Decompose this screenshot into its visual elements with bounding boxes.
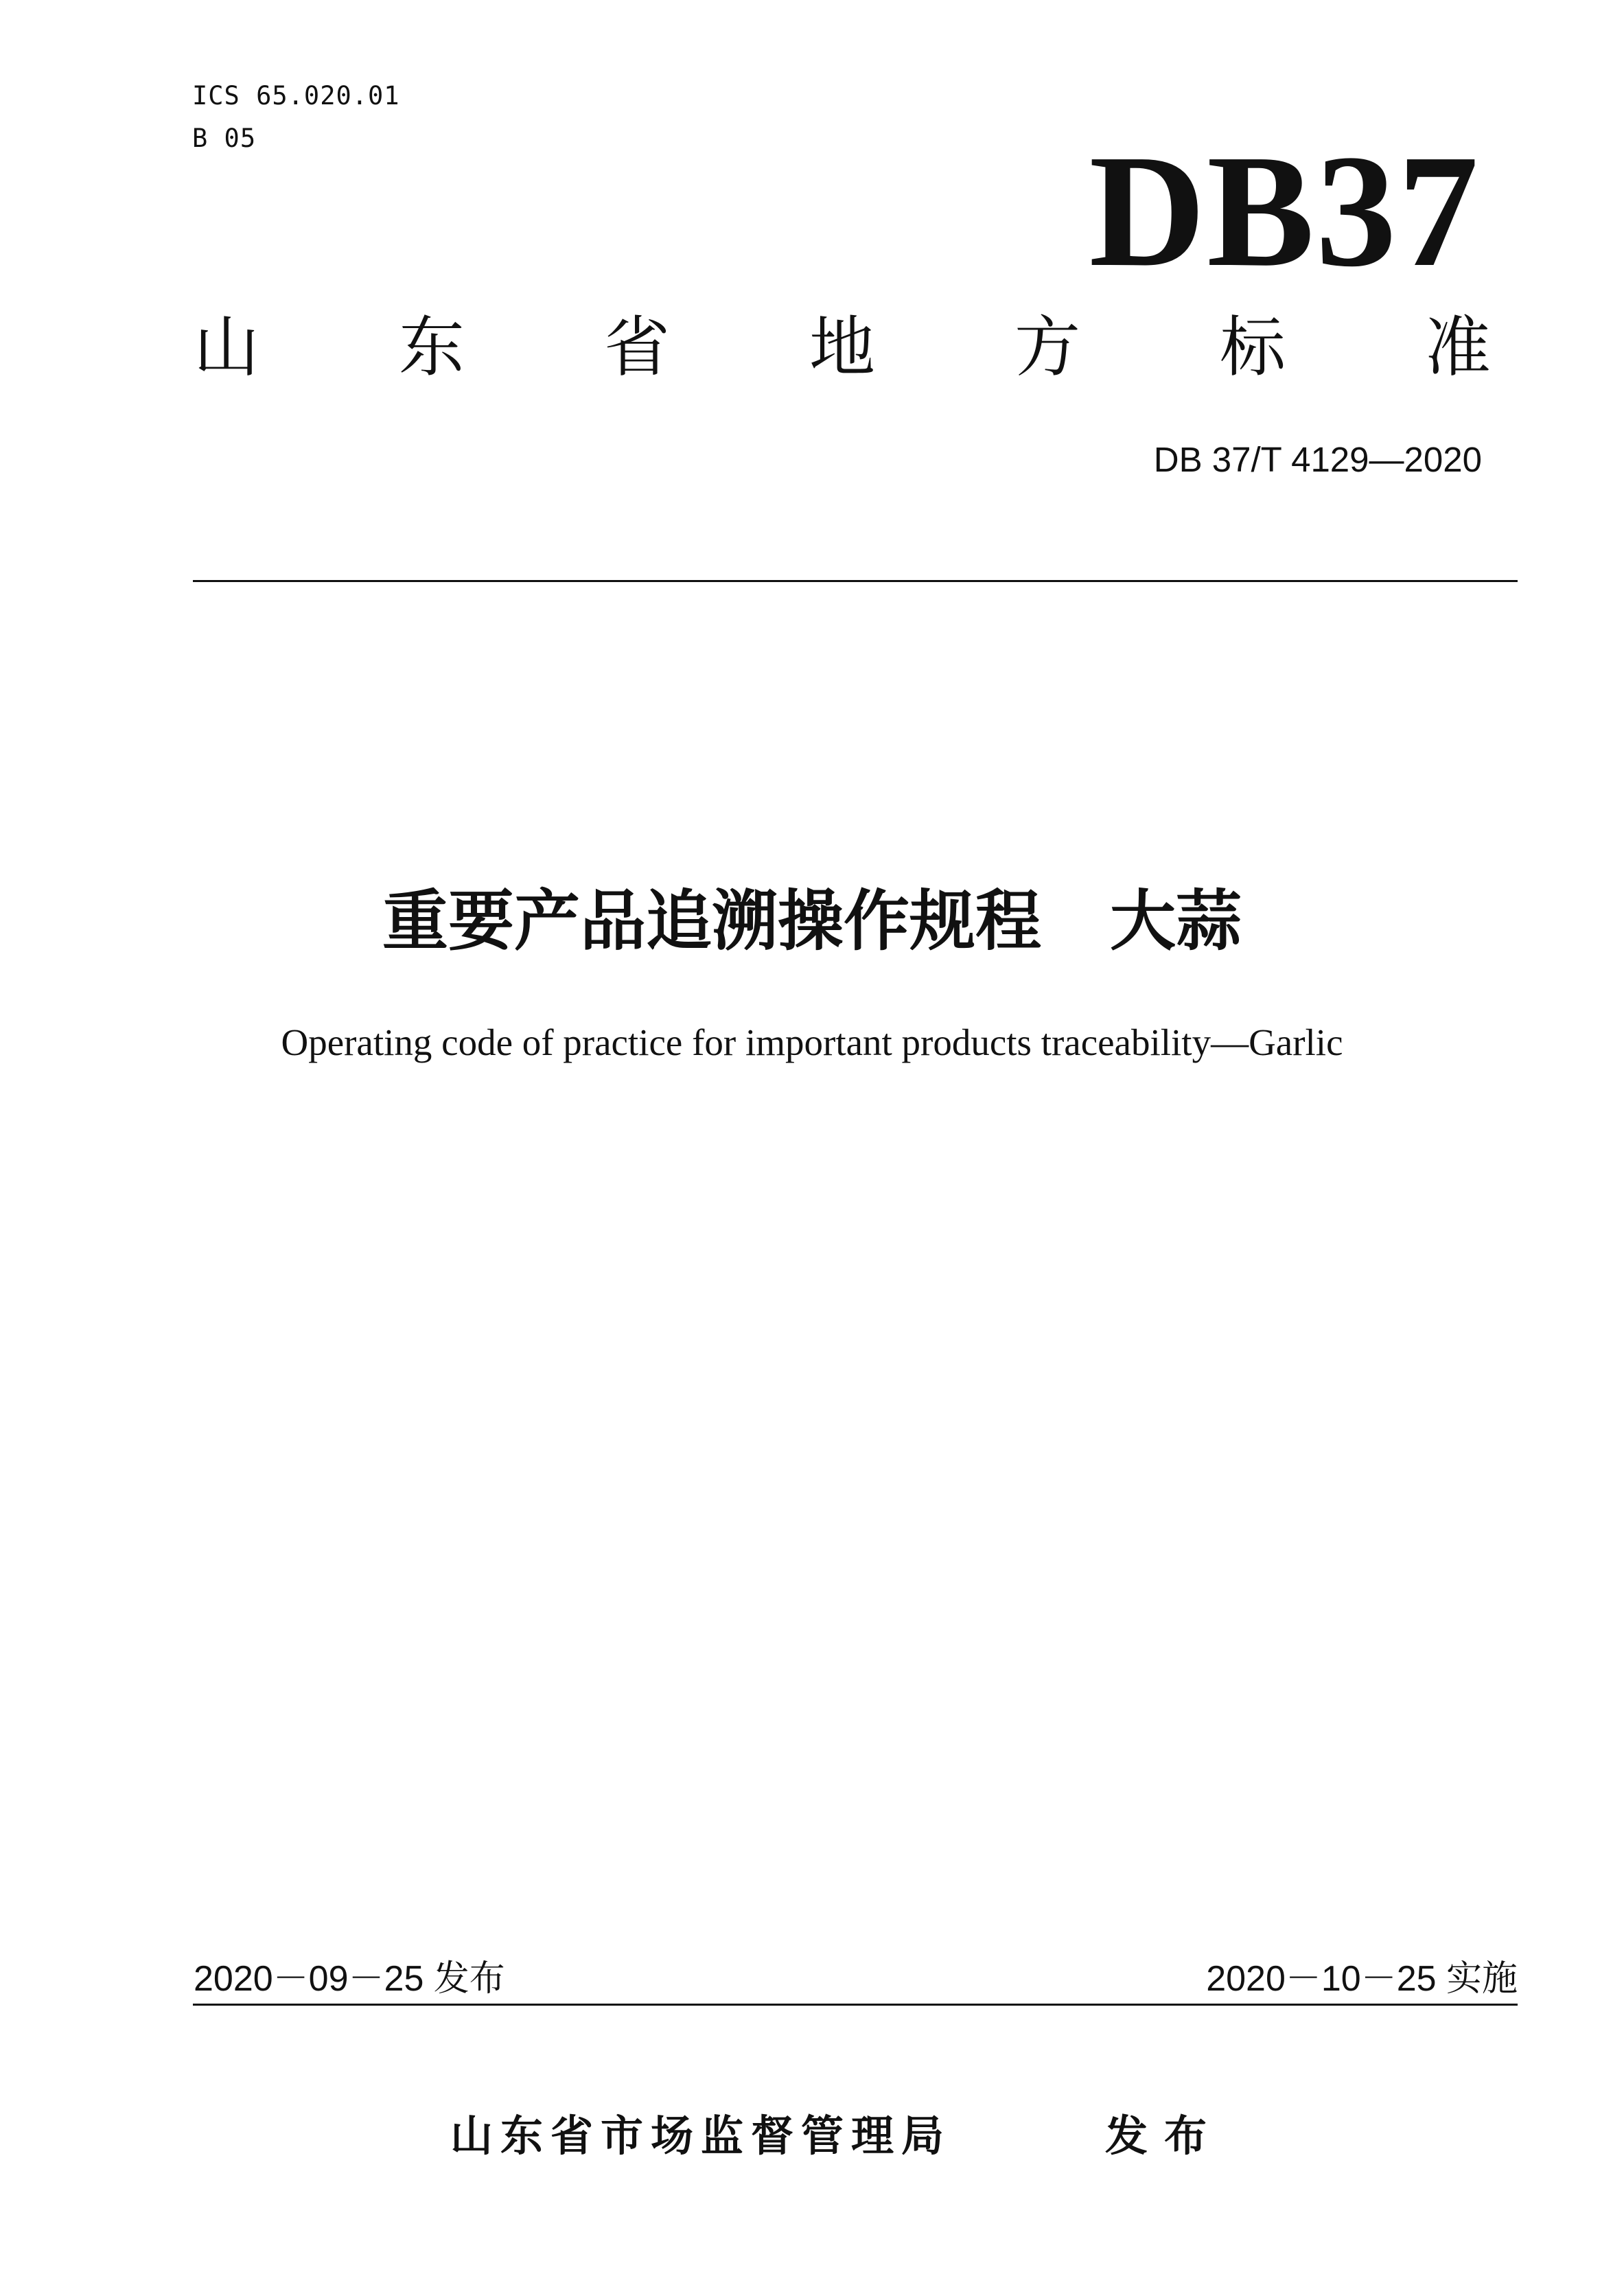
ccs-code: B 05 [192, 124, 257, 153]
standard-type-char: 标 [1220, 309, 1286, 386]
standard-number: DB 37/T 4129—2020 [1153, 440, 1482, 479]
standard-type-heading [194, 309, 1491, 386]
top-divider [193, 580, 1518, 582]
standard-type-char: 东 [399, 309, 465, 386]
publisher-name: 山东省市场监督管理局 [450, 2111, 952, 2161]
title-chinese-main: 重要产品追溯操作规程 [382, 883, 1041, 960]
standard-code-logo: DB37 [1089, 121, 1480, 300]
standard-type-char: 方 [1014, 309, 1080, 386]
standard-type-char: 准 [1425, 309, 1491, 386]
standard-type-char: 省 [604, 309, 670, 386]
title-english: Operating code of practice for important products traceability—Garlic [281, 1021, 1343, 1063]
ics-code: ICS 65.020.01 [192, 81, 400, 111]
standard-type-char: 地 [809, 309, 875, 386]
title-chinese-sub: 大蒜 [1110, 883, 1242, 960]
implementation-date: 2020－10－25 实施 [1206, 1959, 1518, 1999]
bottom-divider [193, 2004, 1518, 2006]
publish-label: 发布 [1105, 2111, 1224, 2161]
issue-date: 2020－09－25 发布 [194, 1959, 505, 1999]
title-chinese [0, 883, 1624, 960]
standard-type-char: 山 [194, 309, 259, 386]
